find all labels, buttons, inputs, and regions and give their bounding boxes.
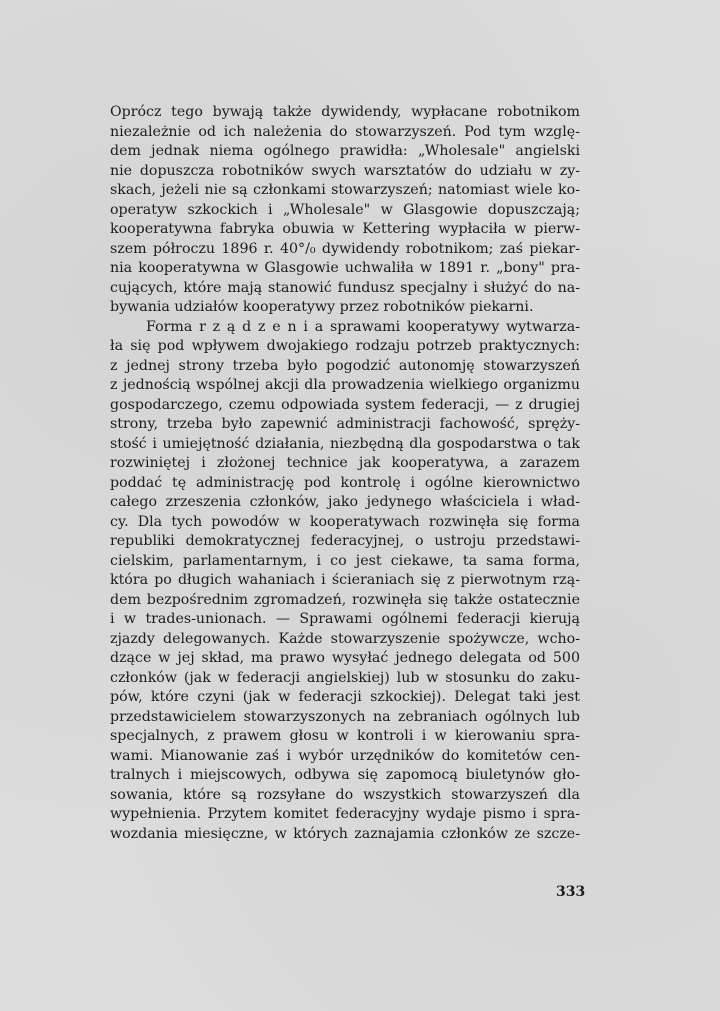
text-line: gospodarczego, czemu odpowiada system federacji, — z drugiej — [110, 396, 580, 413]
text-line: pów, które czyni (jak w federacji szkockiej). Delegat taki jest — [110, 689, 580, 705]
text-line: tralnych i miejscowych, odbywa się zapomocą biuletynów gło- — [110, 767, 580, 783]
text-line: Oprócz tego bywają także dywidendy, wypłacane robotnikom — [110, 104, 580, 120]
text-line: wozdania miesięczne, w których zaznajamia członków ze szcze- — [110, 825, 580, 842]
text-line: cujących, które mają stanowić fundusz specjalny i służyć do na- — [110, 279, 580, 296]
text-line: cielskim, parlamentarnym, i co jest ciekawe, ta sama forma, — [110, 552, 580, 569]
text-line: ła się pod wpływem dwojakiego rodzaju potrzeb praktycznych: — [110, 338, 580, 354]
text-line: strony, trzeba było zapewnić administracji fachowość, spręży- — [110, 416, 580, 432]
text-line: nia kooperatywna w Glasgowie uchwaliła w 1891 r. „bony" pra- — [110, 260, 580, 276]
text-line: republiki demokratycznej federacyjnej, o ustroju przedstawi- — [110, 533, 580, 549]
text-line: przedstawicielem stowarzyszonych na zebraniach ogólnych lub — [110, 708, 580, 725]
text-line: rozwiniętej i złożonej technice jak kooperatywa, a zarazem — [110, 455, 580, 471]
text-line: całego zrzeszenia członków, jako jedynego właściciela i wład- — [110, 494, 580, 510]
text-line: która po długich wahaniach i ścieraniach się z pierwotnym rzą- — [110, 572, 580, 588]
text-line: poddać tę administrację pod kontrolę i ogólne kierownictwo — [110, 474, 580, 491]
text-line: Forma r z ą d z e n i a sprawami kooperatywy wytwarza- — [146, 318, 580, 335]
text-line: stość i umiejętność działania, niezbędną dla gospodarstwa o tak — [110, 435, 580, 452]
text-line: operatyw szkockich i „Wholesale" w Glasgowie dopuszczają; — [110, 201, 580, 218]
text-line: z jednością wspólnej akcji dla prowadzenia wielkiego organizmu — [110, 377, 580, 393]
text-line: wami. Mianowanie zaś i wybór urzędników do komitetów cen- — [110, 747, 580, 764]
text-line: zjazdy delegowanych. Każde stowarzyszenie spożywcze, wcho- — [110, 630, 580, 647]
text-line: szem półroczu 1896 r. 40°/₀ dywidendy robotnikom; zaś piekar- — [110, 240, 580, 257]
text-line: specjalnych, z prawem głosu w kontroli i w kierowaniu spra- — [110, 728, 580, 744]
text-line: dzące w jej skład, ma prawo wysyłać jednego delegata od 500 — [110, 650, 580, 666]
text-line: dem jednak niema ogólnego prawidła: „Wholesale" angielski — [110, 143, 580, 159]
text-line: sowania, które są rozsyłane do wszystkich stowarzyszeń dla — [110, 786, 580, 803]
text-line: bywania udziałów kooperatywy przez robotników piekarni. — [110, 299, 534, 315]
text-line: członków (jak w federacji angielskiej) lub w stosunku do zaku- — [110, 669, 580, 686]
text-line: kooperatywna fabryka obuwia w Kettering wypłaciła w pierw- — [110, 221, 580, 237]
text-line: niezależnie od ich należenia do stowarzyszeń. Pod tym wzglę- — [110, 123, 580, 140]
text-line: skach, jeżeli nie są członkami stowarzyszeń; natomiast wiele ko- — [110, 182, 580, 198]
text-line: nie dopuszcza robotników swych warsztatów do udziału w zy- — [110, 162, 580, 179]
body-text — [110, 103, 580, 844]
text-line: i w trades-unionach. — Sprawami ogólnemi federacji kierują — [110, 611, 580, 627]
text-line: dem bezpośrednim zgromadzeń, rozwinęła się także ostatecznie — [110, 591, 580, 608]
page-number: 333 — [556, 884, 586, 900]
text-line: z jednej strony trzeba było pogodzić autonomję stowarzyszeń — [110, 357, 580, 374]
text-line: wypełnienia. Przytem komitet federacyjny wydaje pismo i spra- — [110, 806, 580, 822]
text-line: cy. Dla tych powodów w kooperatywach rozwinęła się forma — [110, 513, 580, 530]
